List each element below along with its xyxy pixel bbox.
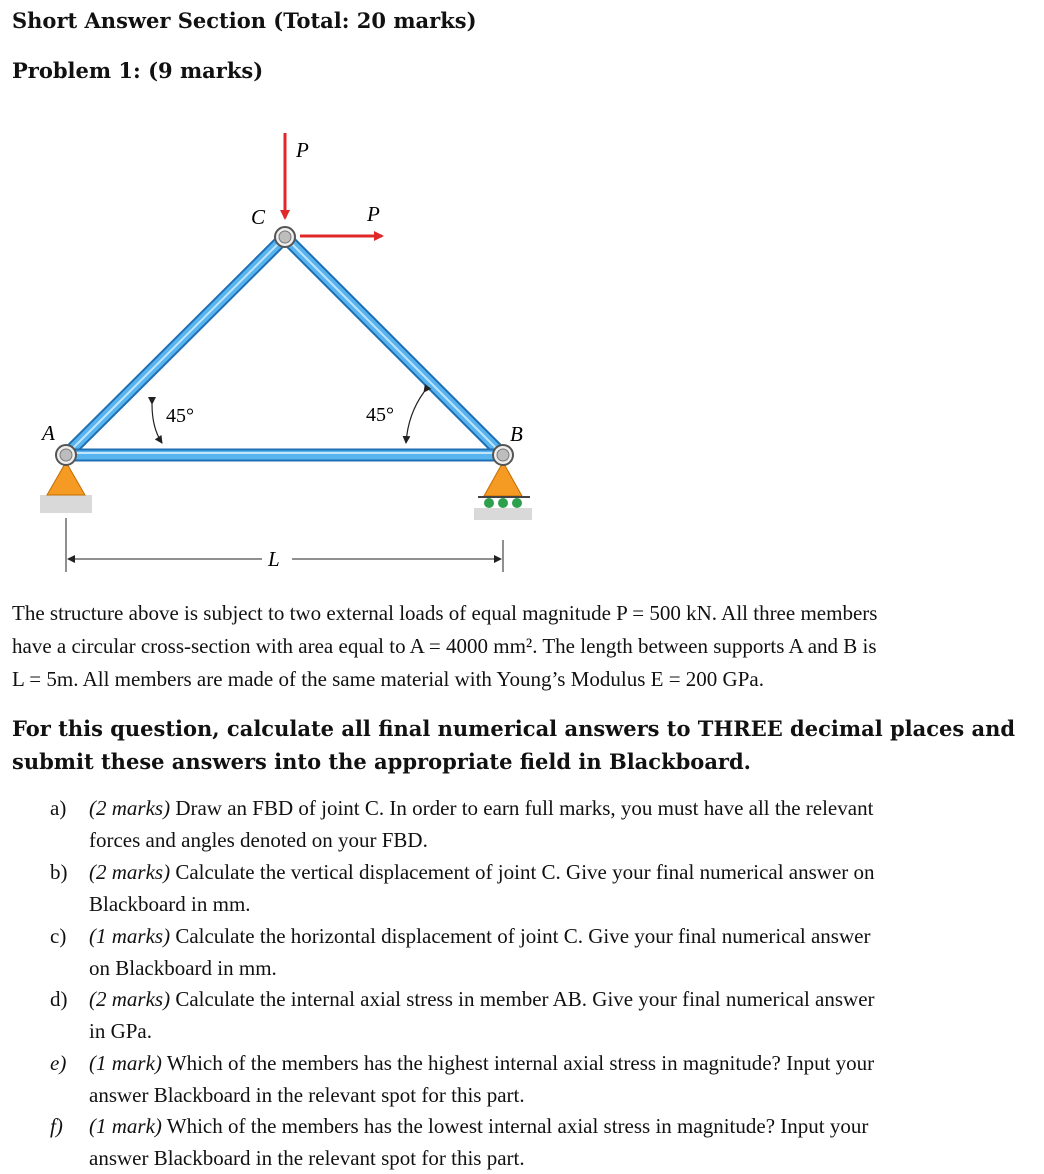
question-marks: (2 marks) (89, 860, 171, 884)
label-a: A (42, 421, 55, 445)
question-marks: (1 mark) (89, 1051, 162, 1075)
question-text: Which of the members has the lowest internal axial stress in magnitude? Input your (161, 1114, 869, 1138)
question-text-continued: in GPa. (89, 1019, 152, 1043)
description-line-3: L = 5m. All members are made of the same material with Young’s Modulus E = 200 GPa. (12, 667, 764, 691)
pin-support-a (40, 462, 92, 513)
member-cb (285, 237, 503, 455)
angle-label-right: 45° (366, 404, 394, 426)
question-marks: (1 mark) (89, 1114, 162, 1138)
joint-b (493, 445, 513, 465)
question-text-continued: forces and angles denoted on your FBD. (89, 828, 428, 852)
question-text: Draw an FBD of joint C. In order to earn full marks, you must have all the relevant (170, 796, 874, 820)
instructions-line-1: For this question, calculate all final numerical answers to THREE decimal places and (12, 716, 1016, 741)
description-line-1: The structure above is subject to two external loads of equal magnitude P = 500 kN. All three members (12, 601, 878, 625)
description-line-2: have a circular cross-section with area equal to A = 4000 mm². The length between supports A and B is (12, 634, 877, 658)
label-p-vertical: P (296, 138, 309, 162)
question-label: a) (50, 796, 67, 820)
joint-a (56, 445, 76, 465)
section-title: Short Answer Section (Total: 20 marks) (12, 8, 477, 33)
angle-label-left: 45° (166, 405, 194, 427)
question-marks: (2 marks) (89, 796, 171, 820)
question-text-continued: on Blackboard in mm. (89, 956, 277, 980)
problem-title: Problem 1: (9 marks) (12, 58, 264, 83)
joint-c (275, 227, 295, 247)
label-c: C (251, 205, 266, 229)
question-label: b) (50, 860, 68, 884)
question-marks: (2 marks) (89, 987, 171, 1011)
roller-support-b (474, 462, 532, 520)
member-ab (66, 453, 503, 455)
length-label: L (268, 547, 280, 571)
question-text-continued: answer Blackboard in the relevant spot for this part. (89, 1083, 525, 1107)
question-text-continued: answer Blackboard in the relevant spot for this part. (89, 1146, 525, 1170)
question-text-continued: Blackboard in mm. (89, 892, 251, 916)
instructions-line-2: submit these answers into the appropriate field in Blackboard. (12, 749, 751, 774)
question-label: e) (50, 1051, 67, 1075)
question-text: Calculate the internal axial stress in member AB. Give your final numerical answer (170, 987, 875, 1011)
label-p-horizontal: P (367, 202, 380, 226)
question-text: Calculate the vertical displacement of joint C. Give your final numerical answer on (170, 860, 875, 884)
question-marks: (1 marks) (89, 924, 171, 948)
problem-description (12, 597, 1037, 696)
angle-arc-left (152, 404, 162, 443)
question-label: f) (50, 1114, 63, 1138)
instructions (12, 712, 1015, 778)
truss-figure (30, 125, 550, 585)
question-label: d) (50, 987, 68, 1011)
question-label: c) (50, 924, 67, 948)
angle-arc-right (406, 392, 424, 443)
question-text: Which of the members has the highest internal axial stress in magnitude? Input your (161, 1051, 875, 1075)
question-text: Calculate the horizontal displacement of joint C. Give your final numerical answer (170, 924, 871, 948)
label-b: B (510, 422, 523, 446)
